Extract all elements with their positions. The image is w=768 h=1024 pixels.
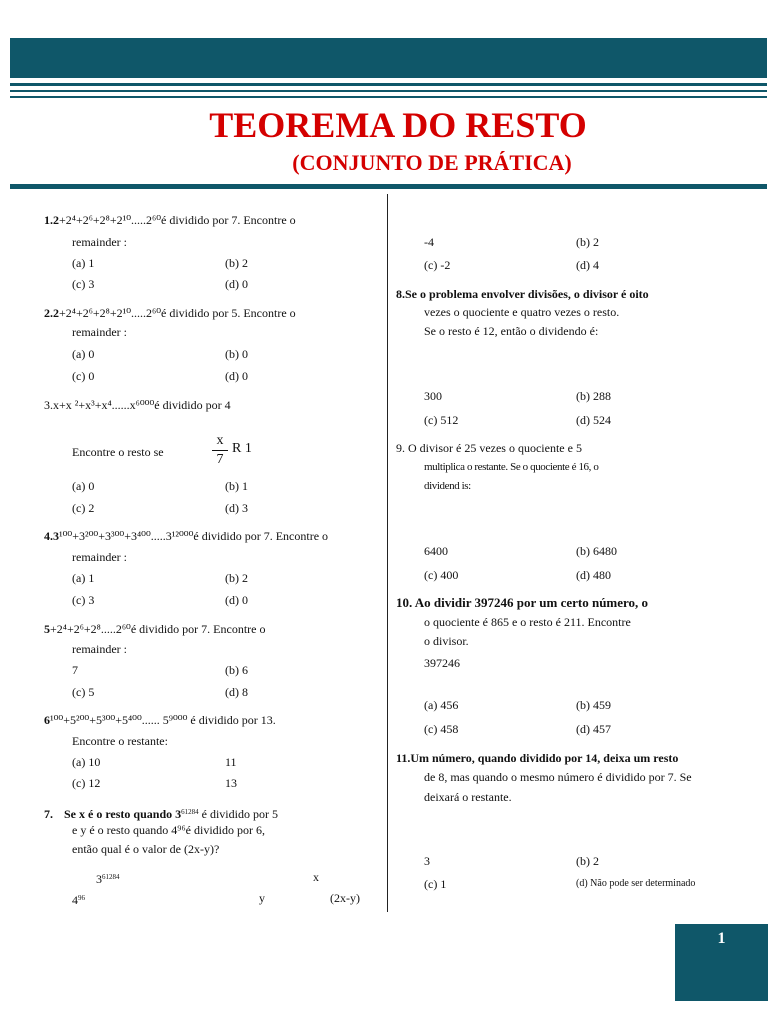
question-5-line2: remainder :	[72, 642, 127, 656]
q11-option-a[interactable]: 3	[424, 854, 430, 868]
page-subtitle: (CONJUNTO DE PRÁTICA)	[292, 150, 572, 175]
q3-option-c[interactable]: (c) 2	[72, 501, 95, 515]
q9-option-b[interactable]: (b) 6480	[576, 544, 617, 558]
title-underline	[10, 184, 767, 189]
q7-option-a[interactable]: -4	[424, 235, 434, 249]
question-7: 7. Se x é o resto quando $3^{61284}$ é dividido por 5	[44, 807, 278, 821]
question-10-line4: 397246	[424, 656, 460, 670]
question-3: 3.x+x ²+x³+x⁴......x⁶⁰⁰⁰é dividido por 4	[44, 398, 231, 412]
q5-option-c[interactable]: (c) 5	[72, 685, 95, 699]
q7-option-b[interactable]: (b) 2	[576, 235, 599, 249]
q3-option-d[interactable]: (d) 3	[225, 501, 248, 515]
q3-option-b[interactable]: (b) 1	[225, 479, 248, 493]
q8-option-d[interactable]: (d) 524	[576, 413, 611, 427]
q3-option-a[interactable]: (a) 0	[72, 479, 95, 493]
q11-option-d[interactable]: (d) Não pode ser determinado	[576, 878, 696, 889]
q7-option-d[interactable]: (d) 4	[576, 258, 599, 272]
table-cell-x: x	[313, 870, 319, 884]
question-10-line2: o quociente é 865 e o resto é 211. Encontre	[424, 615, 631, 629]
question-1-line2: remainder :	[72, 235, 127, 249]
question-10-line3: o divisor.	[424, 634, 469, 648]
q11-option-c[interactable]: (c) 1	[424, 877, 447, 891]
q6-option-a[interactable]: (a) 10	[72, 755, 101, 769]
question-10: 10. Ao dividir 397246 por um certo número, o	[396, 595, 649, 610]
question-8-line3: Se o resto é 12, então o dividendo é:	[424, 324, 599, 338]
q10-option-b[interactable]: (b) 459	[576, 698, 611, 712]
page-title: TEOREMA DO RESTO	[209, 105, 587, 145]
table-cell-y: y	[259, 891, 265, 905]
q1-option-b[interactable]: (b) 2	[225, 256, 248, 270]
page-number: 1	[675, 924, 768, 1001]
question-4-line2: remainder :	[72, 550, 127, 564]
header-rule	[10, 96, 767, 98]
q2-option-b[interactable]: (b) 0	[225, 347, 248, 361]
question-11: 11.Um número, quando dividido por 14, deixa um resto	[396, 751, 679, 765]
q1-option-a[interactable]: (a) 1	[72, 256, 95, 270]
q2-option-d[interactable]: (d) 0	[225, 369, 248, 383]
q5-option-d[interactable]: (d) 8	[225, 685, 248, 699]
q8-option-a[interactable]: 300	[424, 389, 442, 403]
q2-option-c[interactable]: (c) 0	[72, 369, 95, 383]
question-2-line2: remainder :	[72, 325, 127, 339]
question-8: 8.Se o problema envolver divisões, o divisor é oito	[396, 287, 649, 301]
fraction-remainder: R 1	[232, 441, 252, 456]
q8-option-c[interactable]: (c) 512	[424, 413, 459, 427]
q5-option-b[interactable]: (b) 6	[225, 663, 248, 677]
question-1: 1.2+2⁴+2⁶+2⁸+2¹⁰.....2⁶⁰é dividido por 7. Encontre o	[44, 213, 296, 227]
q7-option-c[interactable]: (c) -2	[424, 258, 451, 272]
header-band	[10, 38, 767, 78]
q4-option-c[interactable]: (c) 3	[72, 593, 95, 607]
question-5: 5+2⁴+2⁶+2⁸.....2⁶⁰é dividido por 7. Encontre o	[44, 622, 266, 636]
table-cell-2x-y: (2x-y)	[330, 891, 360, 905]
q8-option-b[interactable]: (b) 288	[576, 389, 611, 403]
q10-option-d[interactable]: (d) 457	[576, 722, 611, 736]
question-2: 2.2+2⁴+2⁶+2⁸+2¹⁰.....2⁶⁰é dividido por 5. Encontre o	[44, 306, 296, 320]
question-9-line2: multiplica o restante. Se o quociente é 16, o	[424, 461, 599, 473]
fraction-denominator: 7	[216, 452, 224, 467]
q2-option-a[interactable]: (a) 0	[72, 347, 95, 361]
q4-option-b[interactable]: (b) 2	[225, 571, 248, 585]
q10-option-a[interactable]: (a) 456	[424, 698, 459, 712]
question-11-line2: de 8, mas quando o mesmo número é dividido por 7. Se	[424, 770, 692, 784]
q9-option-a[interactable]: 6400	[424, 544, 448, 558]
header-rule	[10, 83, 767, 86]
table-cell-3-power: $3^{61284}$	[96, 872, 120, 886]
q10-option-c[interactable]: (c) 458	[424, 722, 459, 736]
question-7-line2: e y é o resto quando 4⁹⁶é dividido por 6,	[72, 823, 265, 837]
fraction-bar	[212, 450, 228, 451]
question-9: 9. O divisor é 25 vezes o quociente e 5	[396, 441, 582, 455]
q4-option-a[interactable]: (a) 1	[72, 571, 95, 585]
header-rule	[10, 90, 767, 92]
q9-option-c[interactable]: (c) 400	[424, 568, 459, 582]
q1-option-c[interactable]: (c) 3	[72, 277, 95, 291]
q9-option-d[interactable]: (d) 480	[576, 568, 611, 582]
table-cell-4-power: $4^{96}$	[72, 893, 85, 907]
question-6: 6¹⁰⁰+5²⁰⁰+5³⁰⁰+5⁴⁰⁰...... 5⁹⁰⁰⁰ é dividido por 13.	[44, 713, 276, 727]
q6-option-b[interactable]: 11	[225, 755, 237, 769]
question-4: 4.3¹⁰⁰+3²⁰⁰+3³⁰⁰+3⁴⁰⁰.....3¹²⁰⁰⁰é dividido por 7. Encontre o	[44, 529, 329, 543]
fraction-numerator: x	[216, 433, 224, 448]
q6-option-d[interactable]: 13	[225, 776, 237, 790]
q4-option-d[interactable]: (d) 0	[225, 593, 248, 607]
q11-option-b[interactable]: (b) 2	[576, 854, 599, 868]
q1-option-d[interactable]: (d) 0	[225, 277, 248, 291]
q5-option-a[interactable]: 7	[72, 663, 78, 677]
question-7-line3: então qual é o valor de (2x-y)?	[72, 842, 220, 856]
question-6-line2: Encontre o restante:	[72, 734, 168, 748]
q6-option-c[interactable]: (c) 12	[72, 776, 101, 790]
question-8-line2: vezes o quociente e quatro vezes o resto.	[424, 305, 620, 319]
question-9-line3: dividend is:	[424, 480, 471, 492]
question-3-line2: Encontre o resto se	[72, 445, 164, 459]
column-divider	[387, 194, 388, 912]
question-11-line3: deixará o restante.	[424, 790, 512, 804]
